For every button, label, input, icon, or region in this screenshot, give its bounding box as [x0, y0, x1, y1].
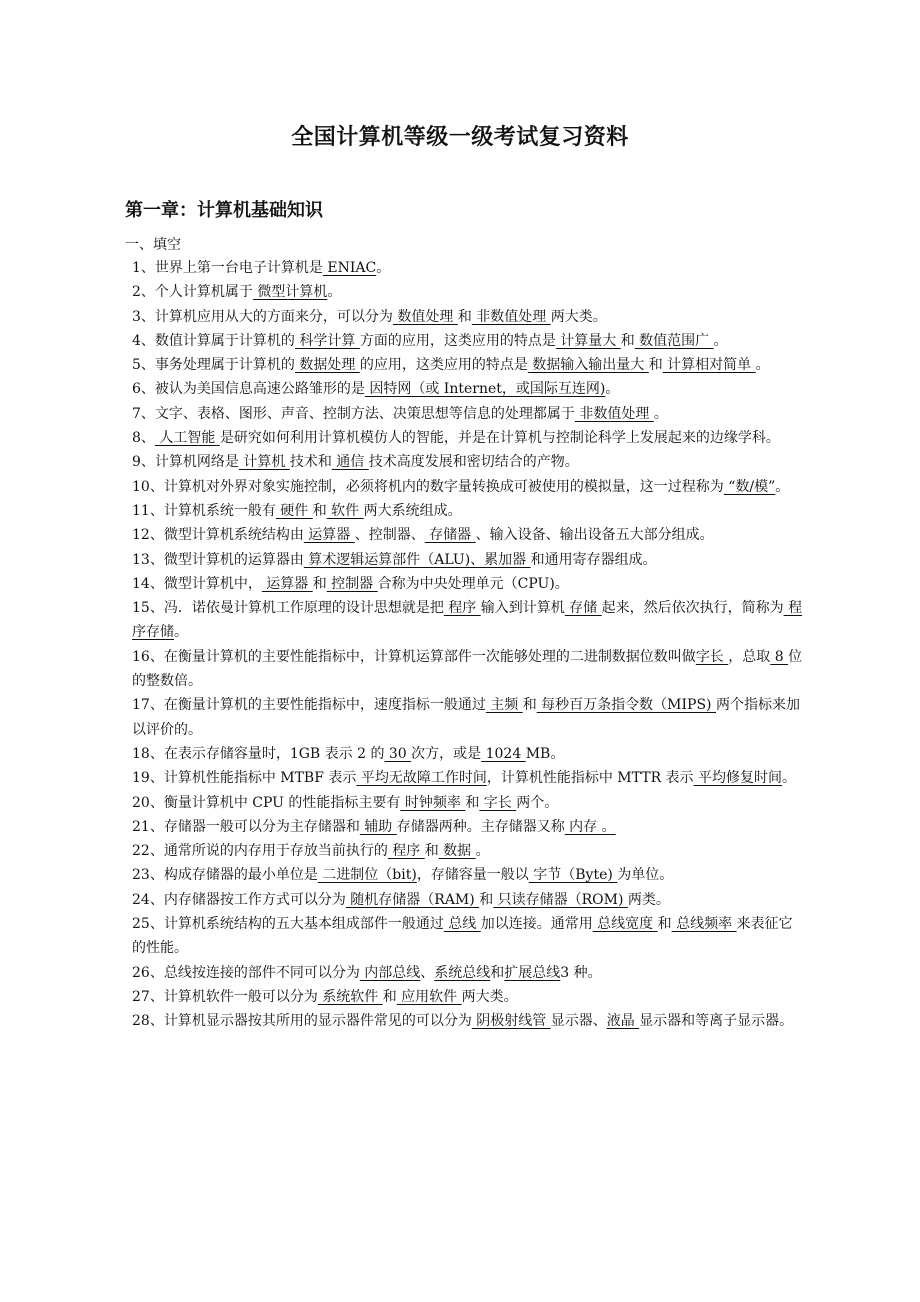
question-text: 技术和 — [289, 454, 332, 471]
question-text: 技术高度发展和密切结合的产物。 — [368, 454, 579, 471]
question-item — [125, 815, 805, 839]
question-item — [125, 766, 805, 790]
answer-blank: 总线 — [443, 916, 481, 933]
question-text: 6、被认为美国信息高速公路雏形的是 — [132, 381, 365, 398]
answer-blank: 非数值处理 — [471, 308, 551, 325]
question-text: 和 — [522, 697, 537, 714]
answer-blank: 平均无故障工作时间 — [356, 770, 487, 787]
question-item — [125, 426, 805, 450]
question-text: 和 — [648, 357, 663, 374]
answer-blank: 随机存储器（RAM) — [345, 891, 480, 908]
question-text: 和 — [312, 575, 327, 592]
question-text: 和 — [457, 308, 472, 325]
answer-blank: 软件 — [326, 502, 364, 519]
question-text: ，计算机性能指标中 MTTR 表示 — [486, 770, 694, 787]
answer-blank: 扩展总线 — [504, 964, 561, 981]
answer-blank: 数值处理 — [392, 308, 458, 325]
question-text: 的应用，这类应用的特点是 — [359, 357, 528, 374]
question-item — [125, 742, 805, 766]
question-item — [125, 353, 805, 377]
question-text: 23、构成存储器的最小单位是 — [132, 867, 318, 884]
question-item — [125, 961, 805, 985]
answer-blank: 时钟频率 — [400, 794, 466, 811]
question-text: 输入到计算机 — [480, 600, 565, 617]
question-text: 13、微型计算机的运算器由 — [132, 551, 304, 568]
answer-blank: 人工智能 — [154, 430, 220, 447]
question-item — [125, 572, 805, 596]
question-item — [125, 645, 805, 694]
question-text: 3 种。 — [560, 964, 602, 981]
question-item — [125, 256, 805, 280]
question-text: ，存储容量一般以 — [416, 867, 529, 884]
question-text: 是研究如何利用计算机模仿人的智能，并是在计算机与控制论科学上发展起来的边缘学科。 — [219, 430, 780, 447]
question-text: 28、计算机显示器按其所用的显示器件常见的可以分为 — [132, 1013, 472, 1030]
answer-blank: 字长 — [479, 794, 517, 811]
answer-blank: 存储器 — [424, 527, 476, 544]
question-text: 2、个人计算机属于 — [132, 284, 253, 301]
question-text: 和 — [620, 332, 635, 349]
question-item — [125, 839, 805, 863]
question-text: 20、衡量计算机中 CPU 的性能指标主要有 — [132, 794, 401, 811]
answer-blank: 通信 — [331, 454, 369, 471]
question-text: 两类。 — [627, 891, 670, 908]
question-item — [125, 499, 805, 523]
answer-blank: 算术逻辑运算部件（ALU)、累加器 — [303, 551, 531, 568]
question-text: 、 — [420, 964, 435, 981]
question-text: 27、计算机软件一般可以分为 — [132, 988, 318, 1005]
answer-blank: 运算器 — [261, 575, 313, 592]
question-text: 。 — [605, 381, 620, 398]
answer-blank: 微型计算机 — [252, 284, 328, 301]
answer-blank: 计算相对简单 — [662, 357, 756, 374]
question-text: 3、计算机应用从大的方面来分，可以分为 — [132, 308, 393, 325]
answer-blank: 系统软件 — [317, 988, 383, 1005]
answer-blank: 非数值处理 — [574, 405, 654, 422]
question-item — [125, 280, 805, 304]
answer-blank: 数值范围广 — [634, 332, 714, 349]
answer-blank: 阴极射线管 — [471, 1013, 551, 1030]
question-text: 方面的应用，这类应用的特点是 — [359, 332, 556, 349]
question-text: 。 — [174, 624, 188, 641]
question-text: 。 — [475, 843, 490, 860]
question-text: 14、微型计算机中， — [132, 575, 262, 592]
answer-blank: 数据输入输出量大 — [527, 357, 649, 374]
question-item — [125, 450, 805, 474]
answer-blank: 程序存储 — [132, 600, 803, 641]
question-text: 12、微型计算机系统结构由 — [132, 527, 304, 544]
question-text: 位的整数倍。 — [132, 648, 803, 690]
question-item — [125, 1009, 805, 1033]
question-item — [125, 548, 805, 572]
question-text: 10、计算机对外界对象实施控制，必须将机内的数字量转换成可被使用的模拟量，这一过程称为 — [132, 478, 724, 495]
question-text: 和 — [490, 964, 505, 981]
answer-blank: 计算机 — [238, 454, 290, 471]
question-text: 26、总线按连接的部件不同可以分为 — [132, 964, 360, 981]
question-text: 19、计算机性能指标中 MTBF 表示 — [132, 770, 357, 787]
question-item — [125, 305, 805, 329]
answer-blank: 主频 — [485, 697, 523, 714]
question-text: 为单位。 — [617, 867, 674, 884]
question-text: 两个。 — [516, 794, 559, 811]
question-text: 和通用寄存器组成。 — [530, 551, 657, 568]
answer-blank: 存储 — [564, 600, 602, 617]
question-text: 11、计算机系统一般有 — [132, 502, 276, 519]
question-item — [125, 863, 805, 887]
answer-blank: 程序 — [443, 600, 481, 617]
question-text: 。 — [327, 284, 342, 301]
question-text: 和 — [465, 794, 480, 811]
question-text: 。 — [755, 357, 770, 374]
question-text: 。 — [782, 770, 797, 787]
answer-blank: 数据 — [438, 843, 476, 860]
question-text: 。 — [713, 332, 728, 349]
question-text: 两大类。 — [550, 308, 607, 325]
question-text: 两大类。 — [461, 988, 518, 1005]
answer-blank: 总线频率 — [671, 916, 737, 933]
answer-blank: 内存 。 — [564, 818, 616, 835]
question-text: 25、计算机系统结构的五大基本组成部件一般通过 — [132, 916, 444, 933]
question-text: 4、数值计算属于计算机的 — [132, 332, 295, 349]
answer-blank: ENIAC — [322, 260, 377, 276]
answer-blank: 每秒百万条指令数（MIPS) — [536, 697, 716, 714]
answer-blank: 总线宽度 — [592, 916, 658, 933]
question-item — [125, 596, 805, 645]
question-item — [125, 377, 805, 401]
question-text: 21、存储器一般可以分为主存储器和 — [132, 818, 360, 835]
question-text: 、输入设备、输出设备五大部分组成。 — [475, 527, 714, 544]
answer-blank: 科学计算 — [294, 332, 360, 349]
question-text: 15、冯．诺依曼计算机工作原理的设计思想就是把 — [132, 600, 444, 617]
question-text: 和 — [657, 916, 672, 933]
question-text: 合称为中央处理单元（CPU)。 — [377, 575, 569, 592]
question-item — [125, 523, 805, 547]
answer-blank: 字节（Byte) — [528, 867, 618, 884]
question-text: 5、事务处理属于计算机的 — [132, 357, 295, 374]
answer-blank: 系统总线 — [434, 964, 491, 981]
question-item — [125, 985, 805, 1009]
answer-blank: “数/模” — [723, 478, 776, 495]
answer-blank: 硬件 — [275, 502, 313, 519]
question-text: 8、 — [132, 430, 155, 447]
question-text: 加以连接。通常用 — [480, 916, 593, 933]
answer-blank: 只读存储器（ROM) — [493, 891, 628, 908]
question-text: 。 — [775, 478, 790, 495]
document-title: 全国计算机等级一级考试复习资料 — [291, 125, 629, 150]
question-item — [125, 402, 805, 426]
question-text: 22、通常所说的内存用于存放当前执行的 — [132, 843, 388, 860]
question-text: 16、在衡量计算机的主要性能指标中，计算机运算部件一次能够处理的二进制数据位数叫做 — [132, 648, 696, 665]
question-item — [125, 693, 805, 742]
answer-blank: 30 — [384, 745, 412, 762]
question-text: 7、文字、表格、图形、声音、控制方法、决策思想等信息的处理都属于 — [132, 405, 575, 422]
answer-blank: 8 — [770, 648, 789, 665]
answer-blank: 二进制位（bit) — [317, 867, 417, 884]
answer-blank: 控制器 — [326, 575, 378, 592]
question-text: 显示器和等离子显示器。 — [639, 1013, 794, 1030]
question-text: 18、在表示存储容量时，1GB 表示 2 的 — [132, 745, 385, 762]
question-text: 存储器两种。主存储器又称 — [396, 818, 565, 835]
question-item — [125, 475, 805, 499]
question-text: 和 — [424, 843, 439, 860]
answer-blank: 液晶 — [606, 1013, 640, 1030]
answer-blank: 应用软件 — [396, 988, 462, 1005]
question-text: 24、内存储器按工作方式可以分为 — [132, 891, 346, 908]
answer-blank: 因特网（或 Internet，或国际互连网) — [364, 381, 606, 398]
question-text: 起来，然后依次执行，简称为 — [601, 600, 784, 617]
answer-blank: 字长 — [695, 648, 729, 665]
answer-blank: 数据处理 — [294, 357, 360, 374]
question-text: 来表征它的性能。 — [132, 916, 793, 957]
section-heading: 一、填空 — [125, 237, 181, 253]
question-text: 。 — [376, 260, 391, 276]
question-text: 次方，或是 — [411, 745, 482, 762]
answer-blank: 内部总线 — [359, 964, 421, 981]
question-text: 17、在衡量计算机的主要性能指标中，速度指标一般通过 — [132, 697, 486, 714]
question-text: 两大系统组成。 — [363, 502, 462, 519]
question-text: 、控制器、 — [354, 527, 425, 544]
answer-blank: 运算器 — [303, 527, 355, 544]
question-item — [125, 791, 805, 815]
fill-in-question-list — [125, 256, 805, 1034]
question-item — [125, 912, 805, 961]
answer-blank: 1024 — [481, 745, 526, 762]
answer-blank: 辅助 — [359, 818, 397, 835]
question-text: 。 — [653, 405, 668, 422]
question-text: 9、计算机网络是 — [132, 454, 239, 471]
chapter-heading: 第一章：计算机基础知识 — [125, 200, 323, 221]
question-text: 和 — [479, 891, 494, 908]
answer-blank: 平均修复时间 — [693, 770, 783, 787]
question-item — [125, 329, 805, 353]
question-text: MB。 — [525, 745, 565, 762]
question-text: 和 — [312, 502, 327, 519]
question-text: 1、世界上第一台电子计算机是 — [132, 260, 323, 276]
question-text: ，总取 — [728, 648, 771, 665]
answer-blank: 计算量大 — [555, 332, 621, 349]
question-item — [125, 888, 805, 912]
question-text: 和 — [382, 988, 397, 1005]
question-text: 显示器、 — [550, 1013, 607, 1030]
answer-blank: 程序 — [387, 843, 425, 860]
question-text: 两个指标来加以评价的。 — [132, 697, 800, 738]
